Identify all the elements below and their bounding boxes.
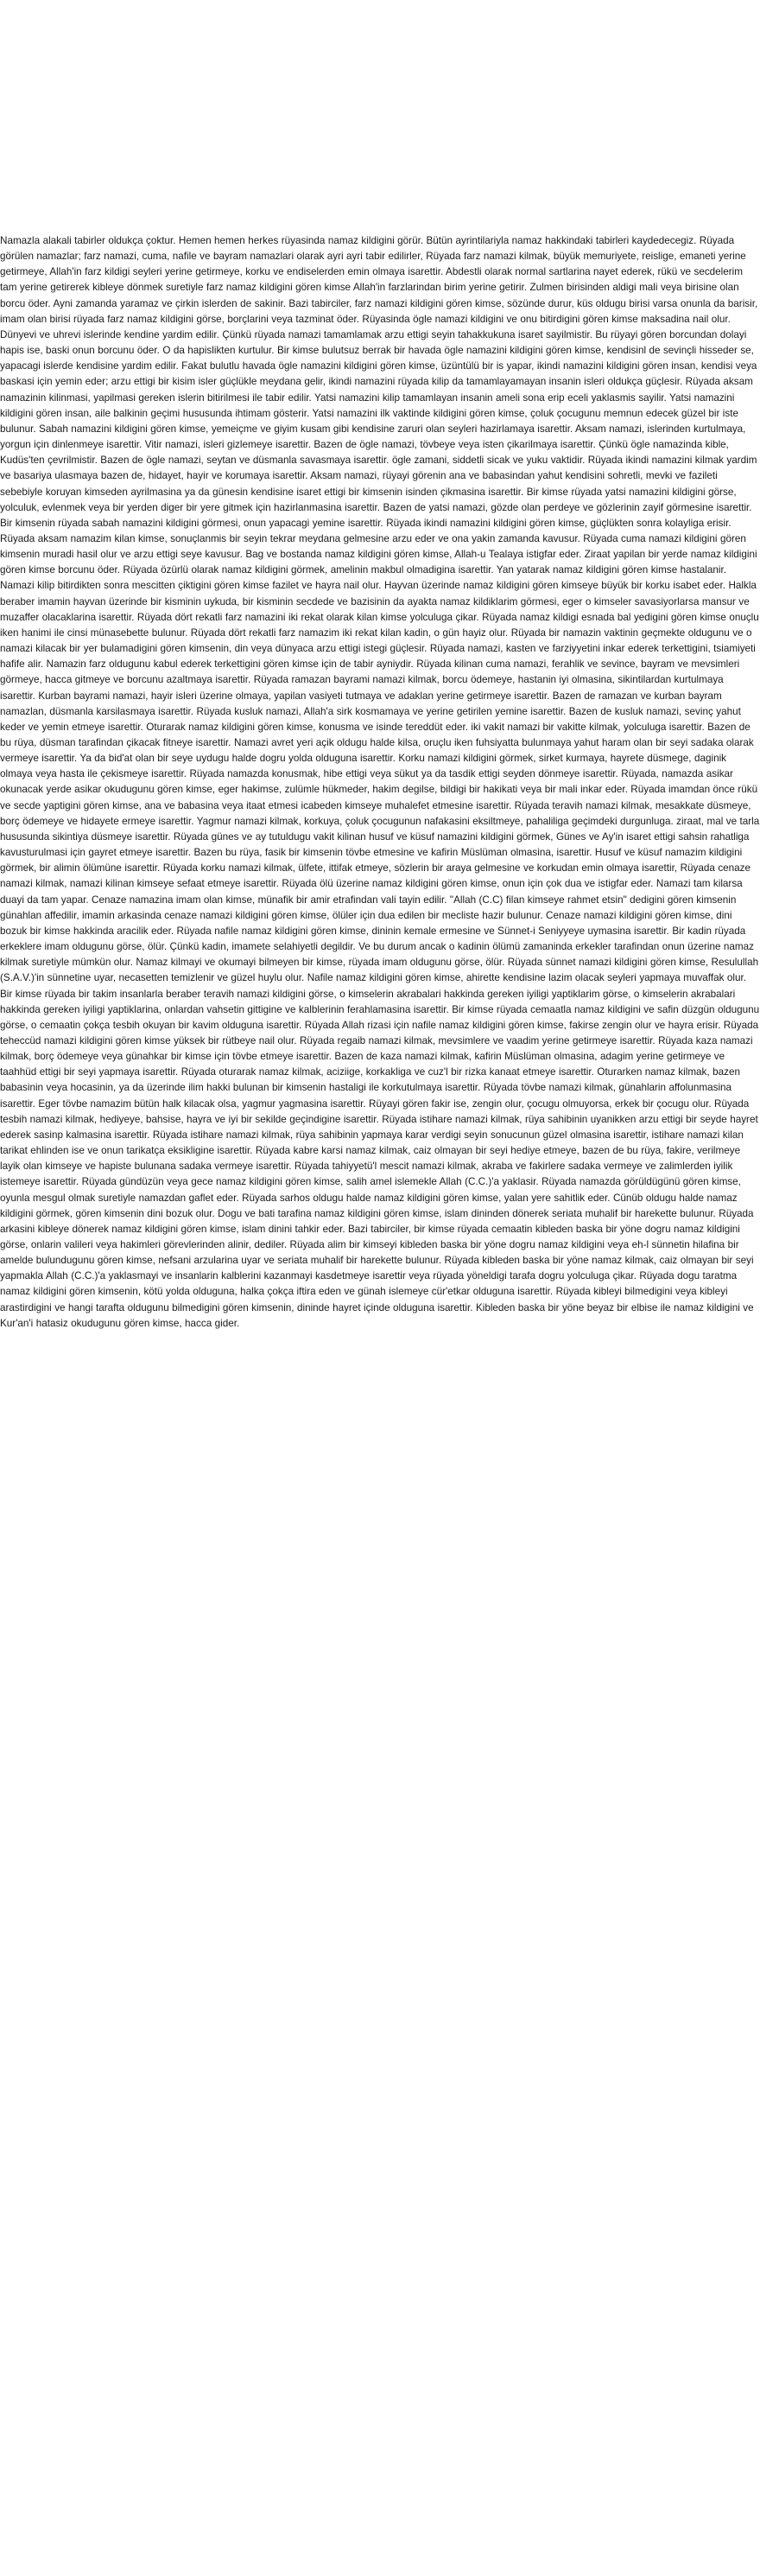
article-container: [0, 233, 760, 1332]
article-body-text: Namazla alakali tabirler oldukça çoktur. Hemen hemen herkes rüyasinda namaz kildigini görür. Bütün ayrintilariyla namaz hakkindaki tabirleri kaydedecegiz. Rüyada görülen namazlar; farz namazi, cuma, nafile ve bayram namazlari olarak ayri ayri tabir edilirler, Rüyada farz namazi kilmak, büyük memuriyete, reislige, emaneti yerine getirmeye, Allah'in farz kildigi seyleri yerine getirmeye, korku ve endiselerden emin olmaya isarettir. Abdestli olarak normal sartlarina nayet ederek, rükü ve secdelerim tam yerine getirerek kibleye dönmek suretiyle farz namaz kildigini gören kimse Allah'in farzlarindan birim yerine getirir. Zulmen birisinden aldigi mali veya birisine olan borcu öder. Ayni zamanda yaramaz ve çirkin islerden de sakinir. Bazi tabirciler, farz namazi kildigini gören kimse, sözünde durur, küs oldugu birisi varsa onunla da barisir, imam olan birisi rüyada farz namaz kildigini görse, borçlarini veya tazminat öder. Rüyasinda ögle namazi kildigini ve onu bitirdigini gören kimse maksadina nail olur. Dünyevi ve uhrevi islerinde kendine yardim edilir. Çünkü rüyada namazi tamamlamak arzu ettigi seyin tahakkukuna isaret sayilmistir. Bu rüyayi gören borcundan dolayi hapis ise, baski onun borcunu öder. O da hapislikten kurtulur. Bir kimse bulutsuz berrak bir havada ögle namazini kildigini gören kimse, kendisinl de sevinçli hisseder se, yapacagi islerde kendisine yardim edilir. Fakat bulutlu havada ögle namazini kildigini gören kimse, üzüntülü bir is yapar, ikindi namazini kildigini gören insan, kendisi veya baskasi için yemin eder; arzu ettigi bir kisim isler güçlükle meydana gelir, ikindi namazini rüyada kilip da tamamlayamayan insanin isleri oldukça güçlesir. Rüyada aksam namazinin kilinmasi, yapilmasi gereken islerin bitirilmesi ile tabir edilir. Yatsi namazini kilip tamamlayan insanin ameli sona erip eceli yaklasmis sayilir. Yatsi namazini kildigini gören insan, aile balkinin geçimi hususunda ihtimam gösterir. Yatsi namazini ilk vaktinde kildigini gören kimse, çoluk çocugunu memnun edecek güzel bir iste bulunur. Sabah namazini kildigini gören kimse, yemeiçme ve giyim kusam gibi kendisine zaruri olan seyleri hazirlamaya isarettir. Aksam namazi, islerinden kurtulmaya, yorgun için dinlenmeye isarettir. Vitir namazi, isleri gizlemeye isarettir. Bazen de ögle namazi, tövbeye veya isten çikarilmaya isarettir. Çünkü ögle namazinda kible, Kudüs'ten çevrilmistir. Bazen de ögle namazi, seytan ve düsmanla savasmaya isarettir. ögle zamani, siddetli sicak ve yuku vaktidir. Rüyada ikindi namazini kilmak yardim ve basariya ulasmaya bazen de, hidayet, hayir ve korumaya isarettir. Aksam namazi, rüyayi görenin ana ve babasindan yahut kendisini sohretli, mevki ve fazileti sebebiyle koruyan kimseden ayrilmasina ya da günesin kendisine isaret ettigi bir kimsenin isinden çikmasina isarettir. Bir kimse rüyada yatsi namazini kildigini görse, yolculuk, evlenmek veya bir yerden diger bir yere gitmek için hazirlanmasina isarettir. Bazen de yatsi namazi, gözde olan perdeye ve gözlerinin zayif görmesine isarettir. Bir kimsenin rüyada sabah namazini kildigini görmesi, onun yapacagi yemine isarettir. Rüyada ikindi namazini kildigini gören kimse, güçlükten sonra kolayliga erisir. Rüyada aksam namazim kilan kimse, sonuçlanmis bir seyin tekrar meydana gelmesine arzu eder ve ona yakin zamanda kavusur. Rüyada cuma namazi kildigini gören kimsenin muradi hasil olur ve arzu ettigi seye kavusur. Bag ve bostanda namaz kildigini gören kimse, Allah-u Tealaya istigfar eder. Ziraat yapilan bir yerde namaz kildigini gören kimse borcunu öder. Rüyada özürlü olarak namaz kildigini görmek, amelinin makbul olmadigina isarettir. Yan yatarak namaz kildigini gören kimse hastalanir. Namazi kilip bitirdikten sonra mescitten çiktigini gören kimse fazilet ve hayra nail olur. Hayvan üzerinde namaz kildigini gören kimseye büyük bir korku isabet eder. Halkla beraber imamin hayvan üzerinde bir kisminin uykuda, bir kisminin secdede ve bazisinin da ayakta namaz kildiklarim görmesi, eger o kimseler savasiyorlarsa mansur ve muzaffer olacaklarina isarettir. Rüyada dört rekatli farz namazini iki rekat olarak kilan kimse yolculuga çikar. Rüyada namaz kildigi esnada bal yedigini gören kimse onuçlu iken hanimi ile cinsi münasebette bulunur. Rüyada dört rekatli farz namazim iki rekat kilan kadin, o gün hayiz olur. Rüyada bir namazin vaktinin geçmekte oldugunu ve o namazi kilacak bir yer bulamadigini gören kimsenin, din veya dünyaca arzu ettigi istegi güçlesir. Rüyada namazi, kasten ve farziyyetini inkar ederek terkettigini, tsiamiyeti hafife alir. Namazin farz oldugunu kabul ederek terkettigini gören kimse için de tabir ayniydir. Rüyada kilinan cuma namazi, ferahlik ve sevince, bayram ve mevsimleri görmeye, hacca gitmeye ve borcunu azaltmaya isarettir. Rüyada ramazan bayrami namazi kilmak, borcu ödemeye, hastanin iyi olmasina, sikintilardan kurtulmaya isarettir. Kurban bayrami namazi, hayir isleri üzerine olmaya, yapilan vasiyeti tutmaya ve adaklan yerine getirmeye isarettir. Bazen de ramazan ve kurban bayram namazlan, düsmanla karsilasmaya isarettir. Rüyada kusluk namazi, Allah'a sirk kosmamaya ve yerine getirilen yemine isarettir. Bazen de kusluk namazi, sevinç yahut keder ve yemin etmeye isarettir. Oturarak namaz kildigini gören kimse, konusma ve isinde tereddüt eder. iki vakit namazi bir vakitte kilmak, yolculuga isarettir. Bazen de bu rüya, düsman tarafindan çikacak fitneye isarettir. Namazi avret yeri açik oldugu halde kilsa, oruçlu iken fuhsiyatta bulunmaya yahut haram olan bir seyi sadaka olarak vermeye isarettir. Ya da bid'at olan bir seye uydugu halde dogru yolda olduguna isarettir. Korku namazi kildigini görmek, sirket kurmaya, hayrete düsmege, daginik olmaya veya hasta ile çekismeye isarettir. Rüyada namazda konusmak, hibe ettigi veya sükut ya da tasdik ettigi seyden dönmeye isarettir. Rüyada, namazda asikar okunacak yerde asikar okudugunu gören kimse, eger hakimse, zulümle hükmeder, hakim degilse, bildigi bir hakikati veya bir mali inkar eder. Rüyada imamdan önce rükü ve secde yaptigini gören kimse, ana ve babasina veya itaat etmesi icabeden kimseye muhalefet etmesine isarettir. Rüyada teravih namazi kilmak, mesakkate düsmeye, borç ödemeye ve hidayete ermeye isarettir. Yagmur namazi kilmak, korkuya, çoluk çocugunun nafakasini eksiltmeye, pahaliliga geçimdeki durgunluga. ziraat, mal ve tarla hususunda sikintiya düsmeye isarettir. Rüyada günes ve ay tutuldugu vakit kilinan husuf ve küsuf namazini kildigini görmek, Günes ve Ay'in isaret ettigi sahsin rahatliga kavusturulmasi için gayret etmeye isarettir. Bazen bu rüya, fasik bir kimsenin tövbe etmesine ve kafirin Müslüman olmasina, isarettir. Husuf ve küsuf namazim kildigini görmek, bir alimin ölümüne isarettir. Rüyada korku namazi kilmak, ülfete, ittifak etmeye, sözlerin bir araya gelmesine ve korkudan emin olmaya isarettir, Rüyada cenaze namazi kilmak, namazi kilinan kimseye sefaat etmeye isarettir. Rüyada ölü üzerine namaz kildigini gören kimse, onun için çok dua ve istigfar eder. Namazi tam kilarsa duayi da tam yapar. Cenaze namazina imam olan kimse, münafik bir amir etrafindan vali tayin edilir. "Allah (C.C) filan kimseye rahmet etsin" dedigini gören kimsenin günahlan affedilir, imamin arkasinda cenaze namazi kildigini gören kimse, ölüler için dua edilen bir mecliste hazir bulunur. Cenaze namazi kildigini gören kimse, dini bozuk bir kimse hakkinda aracilik eder. Rüyada nafile namaz kildigini gören kimse, dininin kemale ermesine ve Sünnet-i Seniyyeye uymasina isarettir. Bir kadin rüyada erkeklere imam oldugunu görse, ölür. Çünkü kadin, imamete selahiyetli degildir. Ve bu durum ancak o kadinin ölümü zamaninda erkekler tarafindan onun üzerine namaz kilmak suretiyle mümkün olur. Namaz kilmayi ve okumayi bilmeyen bir kimse, rüyada imam oldugunu görse, ölür. Rüyada sünnet namazi kildigini gören kimse, Resulullah (S.A.V.)'in sünnetine uyar, necasetten temizlenir ve güzel huylu olur. Nafile namaz kildigini gören kimse, ahirette kendisine lazim olacak seyleri yapmaya muvaffak olur. Bir kimse rüyada bir takim insanlarla beraber teravih namazi kildigini görse, o kimselerin akrabalari hakkinda gereken iyiligi yaptiklarim görse, o kimselerin akrabalari hakkinda gereken iyiligi yaptiklarina, onlardan vahsetin gittigine ve kalblerinin ferahlamasina isarettir. Bir kimse rüyada cemaatla namaz kildigini ve safin düzgün oldugunu görse, o cemaatin çokça tesbih okuyan bir kavim olduguna isarettir. Rüyada Allah rizasi için nafile namaz kildigini gören kimse, fakirse zengin olur ve hayra erisir. Rüyada teheccüd namazi kildigini gören kimse yüksek bir rütbeye nail olur. Rüyada regaib namazi kilmak, mevsimlere ve vaadim yerine getirmeye isarettir. Rüyada kaza namazi kilmak, borç ödemeye veya günahkar bir kimse için tövbe etmeye isarettir. Bazen de kaza namazi kilmak, kafirin Müslüman olmasina, adagim yerine getirmeye ve taahhüd ettigi bir seyi yapmaya isarettir. Rüyada oturarak namaz kilmak, aciziige, korkakliga ve cuz'l bir rizka kanaat etmeye isarettir. Oturarken namaz kilmak, bazen babasinin veya hocasinin, ya da üzerinde ilim hakki bulunan bir kimsenin hastaligi ile korkutulmaya isarettir. Rüyada tövbe namazi kilmak, günahlarin affolunmasina isarettir. Eger tövbe namazim bütün halk kilacak olsa, yagmur yagmasina isarettir. Rüyayi gören fakir ise, zengin olur, çocugu olmuyorsa, erkek bir çocugu olur. Rüyada tesbih namazi kilmak, hediyeye, bahsise, hayra ve iyi bir sekilde geçindigine isarettir. Rüyada istihare namazi kilmak, rüya sahibinin uyanikken arzu ettigi bir seyde hayret ederek sasinp kalmasina isarettir. Rüyada istihare namazi kilmak, rüya sahibinin yapmaya karar verdigi seyin sonucunun güzel olmasina isarettir, istihare namazi kilan tarikat ehlinden ise ve onun tarikatça eksikligine isarettir. Rüyada kabre karsi namaz kilmak, caiz olmayan bir seyi hediye etmeye, bazen de bu rüya, fakire, verilmeye layik olan kimseye ve hapiste bulunana sadaka vermeye isarettir. Rüyada tahiyyetü'l mescit namazi kilmak, akraba ve fakirlere sadaka vermeye ve zalimlerden iyilik istemeye isarettir. Rüyada gündüzün veya gece namaz kildigini gören kimse, salih amel islemekle Allah (C.C.)'a yaklasir. Rüyada namazda görüldügünü gören kimse, oyunla mesgul olmak suretiyle namazdan gaflet eder. Rüyada sarhos oldugu halde namaz kildigini gören kimse, yalan yere sahitlik eder. Cünüb oldugu halde namaz kildigini görmek, gören kimsenin dini bozuk olur. Dogu ve bati tarafina namaz kildigini gören kimse, islam dininden dönerek seriata muhalif bir harekette bulunur. Rüyada arkasini kibleye dönerek namaz kildigini gören kimse, islam dinini tahkir eder. Bazi tabirciler, bir kimse rüyada cemaatin kibleden baska bir yöne dogru namaz kildigini görse, onlarin valileri veya hakimleri görevlerinden alinir, dediler. Rüyada alim bir kimseyi kibleden baska bir yöne dogru namaz kildigini veya eh-l sünnetin hilafina bir amelde bulundugunu gören kimse, nefsani arzularina uyar ve seriata muhalif bir harekette bulunur. Rüyada kibleden baska bir yöne namaz kilmak, caiz olmayan bir seyi yapmakla Allah (C.C.)'a yaklasmayi ve insanlarin kalblerini kazanmayi kasdetmeye isarettir veya rüyada yöneldigi tarafa dogru yolculuga çikar. Rüyada dogu taratma namaz kildigini gören kimsenin, kötü yolda olduguna, halka çokça iftira eden ve günah islemeye cür'etkar olduguna isarettir. Rüyada kibleyi bilmedigini veya kibleyi arastirdigini ve hangi tarafta oldugunu bilmedigini gören kimsenin, dininde hayret içinde olduguna isarettir. Kibleden baska bir yöne beyaz bir elbise ile namaz kildigini ve Kur'an'i hatasiz okudugunu gören kimse, hacca gider.: [0, 235, 760, 1329]
